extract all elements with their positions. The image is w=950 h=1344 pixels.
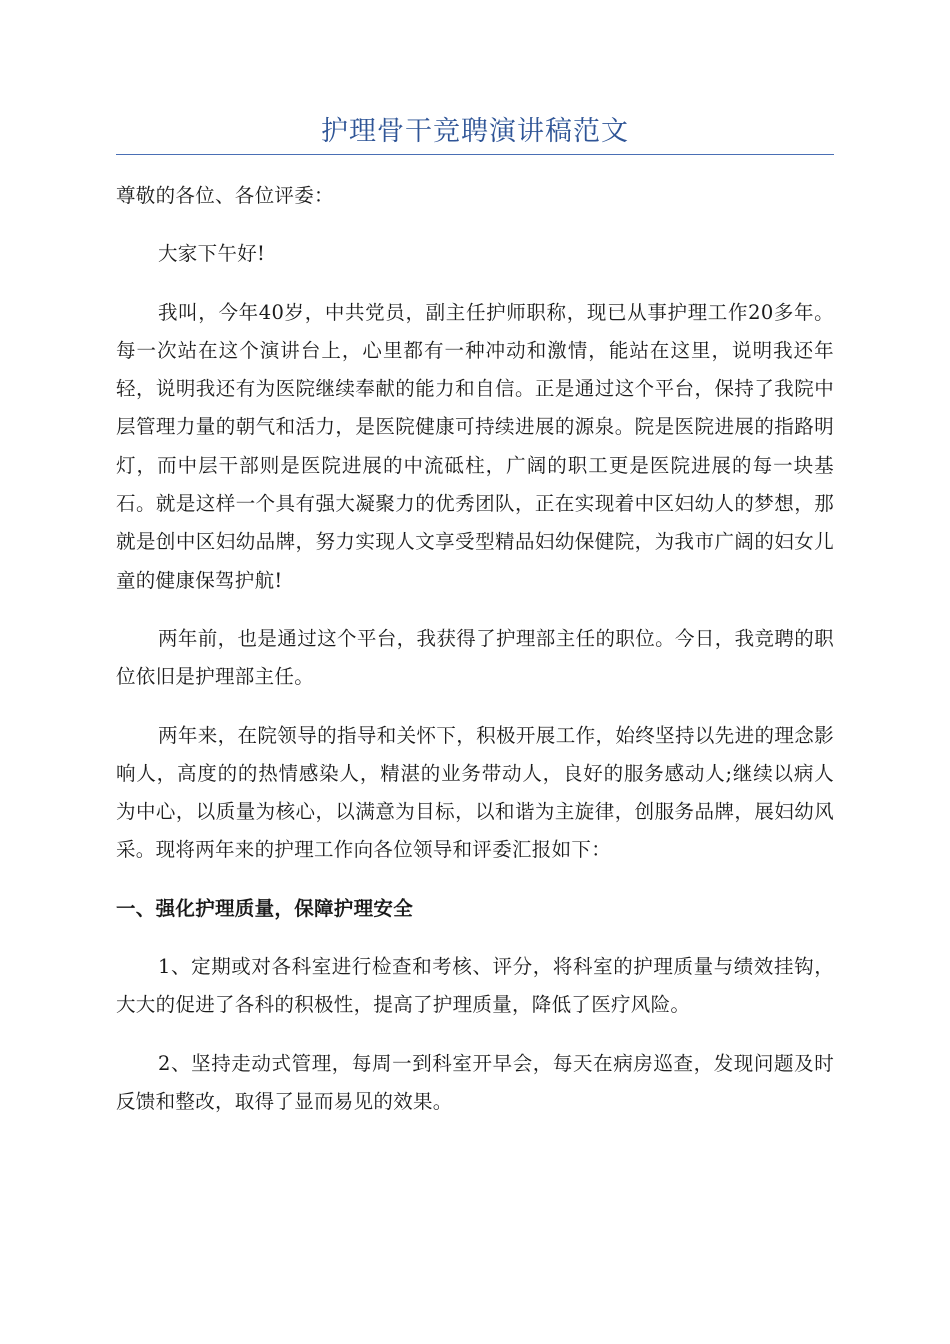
introduction-paragraph: 我叫，今年40岁，中共党员，副主任护师职称，现已从事护理工作20多年。每一次站在这个演讲台上，心里都有一种冲动和激情，能站在这里，说明我还年轻，说明我还有为医院继续奉献的能力和自信。正是通过这个平台，保持了我院中层管理力量的朝气和活力，是医院健康可持续进展的源泉。院是医院进展的指路明灯，而中层干部则是医院进展的中流砥柱，广阔的职工更是医院进展的每一块基石。就是这样一个具有强大凝聚力的优秀团队，正在实现着中区妇幼人的梦想，那就是创中区妇幼品牌，努力实现人文享受型精品妇幼保健院，为我市广阔的妇女儿童的健康保驾护航! <box>116 300 834 592</box>
document-title: 护理骨干竞聘演讲稿范文 <box>321 116 629 147</box>
position-paragraph: 两年前，也是通过这个平台，我获得了护理部主任的职位。今日，我竞聘的职位依旧是护理部主任。 <box>116 626 834 689</box>
document-body <box>116 177 834 1141</box>
section-item: 1、定期或对各科室进行检查和考核、评分，将科室的护理质量与绩效挂钩，大大的促进了各科的积极性，提高了护理质量，降低了医疗风险。 <box>116 955 834 1017</box>
section-heading: 一、强化护理质量，保障护理安全 <box>116 896 414 920</box>
salutation: 尊敬的各位、各位评委： <box>116 184 334 207</box>
greeting-paragraph: 大家下午好! <box>158 242 266 266</box>
title-underline <box>116 154 834 155</box>
section-item: 2、坚持走动式管理，每周一到科室开早会，每天在病房巡查，发现问题及时反馈和整改，取得了显而易见的效果。 <box>116 1051 834 1113</box>
summary-paragraph: 两年来，在院领导的指导和关怀下，积极开展工作，始终坚持以先进的理念影响人，高度的的热情感染人，精湛的业务带动人，良好的服务感动人;继续以病人为中心，以质量为核心，以满意为目标，以和谐为主旋律，创服务品牌，展妇幼风采。现将两年来的护理工作向各位领导和评委汇报如下： <box>116 723 834 862</box>
